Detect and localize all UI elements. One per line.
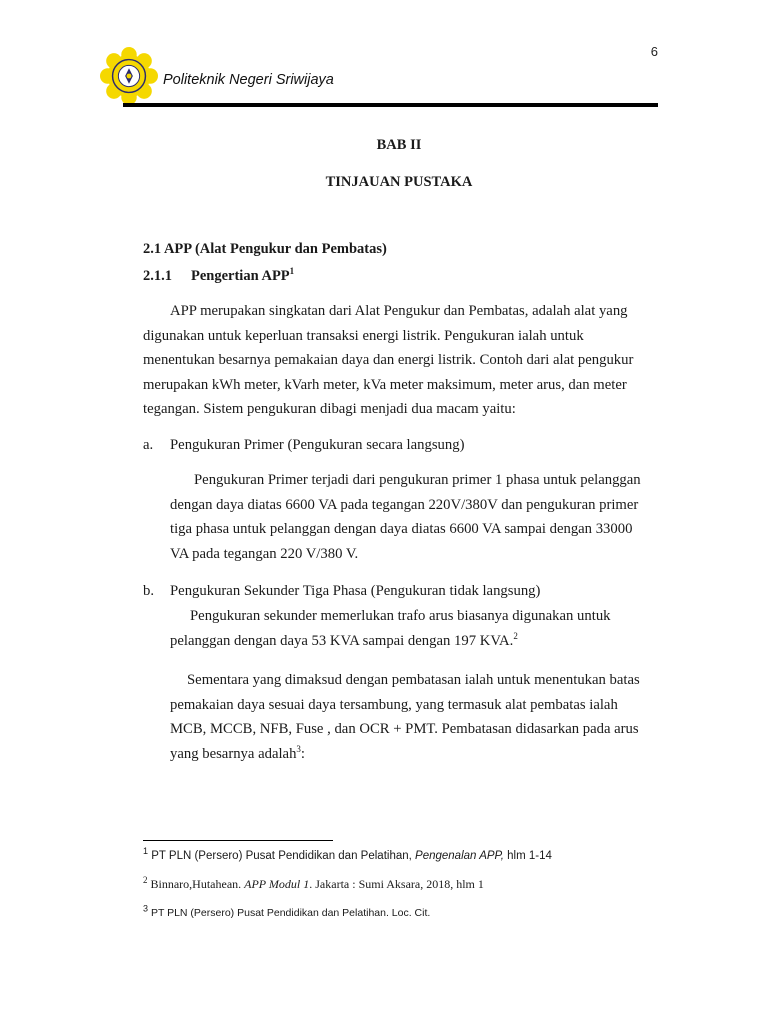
closing-line: MCB, MCCB, NFB, Fuse , dan OCR + PMT. Pembatasan didasarkan pada arus [170,721,639,737]
subsection-title: Pengertian APP [191,268,290,284]
institution-name: Politeknik Negeri Sriwijaya [163,72,334,88]
intro-line: APP merupakan singkatan dari Alat Pengukur dan Pembatas, adalah alat yang [170,303,628,319]
footnote-ref-3: 3 [296,743,301,754]
item-a-line: dengan daya diatas 6600 VA pada tegangan 220V/380V dan pengukuran primer [170,496,639,513]
page-number: 6 [650,44,658,59]
institution-logo [100,47,158,105]
intro-line: merupakan kWh meter, kVarh meter, kVa meter maksimum, meter arus, dan meter [143,376,627,393]
footnote-ref-2: 2 [513,630,518,641]
list-item-a-title: Pengukuran Primer (Pengukuran secara langsung) [170,437,465,453]
intro-line: tegangan. Sistem pengukuran dibagi menjadi dua macam yaitu: [143,401,516,417]
list-marker-a: a. [143,437,154,453]
closing-line: Sementara yang dimaksud dengan pembatasan ialah untuk menentukan batas [187,672,640,688]
item-a-line: tiga phasa untuk pelanggan dengan daya diatas 6600 VA sampai dengan 33000 [170,521,633,537]
closing-line: pemakaian daya sesuai daya tersambung, yang termasuk alat pembatas ialah [170,696,618,713]
subsection-number: 2.1.1 [143,268,172,284]
section-heading: 2.1 APP (Alat Pengukur dan Pembatas) [143,241,387,257]
item-b-line: Pengukuran sekunder memerlukan trafo arus biasanya digunakan untuk [190,608,611,624]
footnote-separator [143,840,333,841]
subsection-heading [143,268,294,285]
list-item-b-body [170,604,658,653]
item-a-line: VA pada tegangan 220 V/380 V. [170,545,359,562]
footnote-2: $^2$ Binnaro,Hutahean. APP Modul 1. Jakarta : Sumi Aksara, 2018, hlm 1 [143,875,484,891]
footnote-1: $^1$ PT PLN (Persero) Pusat Pendidikan dan Pelatihan, Pengenalan APP, hlm 1-14 [143,846,552,862]
intro-line: digunakan untuk keperluan transaksi energi listrik. Pengukuran ialah untuk [143,327,584,344]
intro-paragraph [143,299,658,422]
footnote-3: $^3$ PT PLN (Persero) Pusat Pendidikan dan Pelatihan. Loc. Cit. [143,903,431,919]
header-rule [123,103,658,107]
chapter-title: TINJAUAN PUSTAKA [325,174,473,190]
list-item-b-title: Pengukuran Sekunder Tiga Phasa (Pengukuran tidak langsung) [170,583,541,599]
closing-paragraph [170,668,658,766]
intro-line: menentukan besarnya pemakaian daya dan energi listrik. Contoh dari alat pengukur [143,352,634,368]
item-a-line: Pengukuran Primer terjadi dari pengukuran primer 1 phasa untuk pelanggan [194,472,641,488]
chapter-number: BAB II [376,137,422,153]
list-marker-b: b. [143,583,155,599]
item-b-line-last: pelanggan dengan daya 53 KVA sampai dengan 197 KVA.$^2$ [170,630,518,649]
list-item-a-body [170,468,658,566]
footnote-ref-1: 1 [289,266,295,277]
closing-line-last: yang besarnya adalah$^3$: [170,743,306,762]
